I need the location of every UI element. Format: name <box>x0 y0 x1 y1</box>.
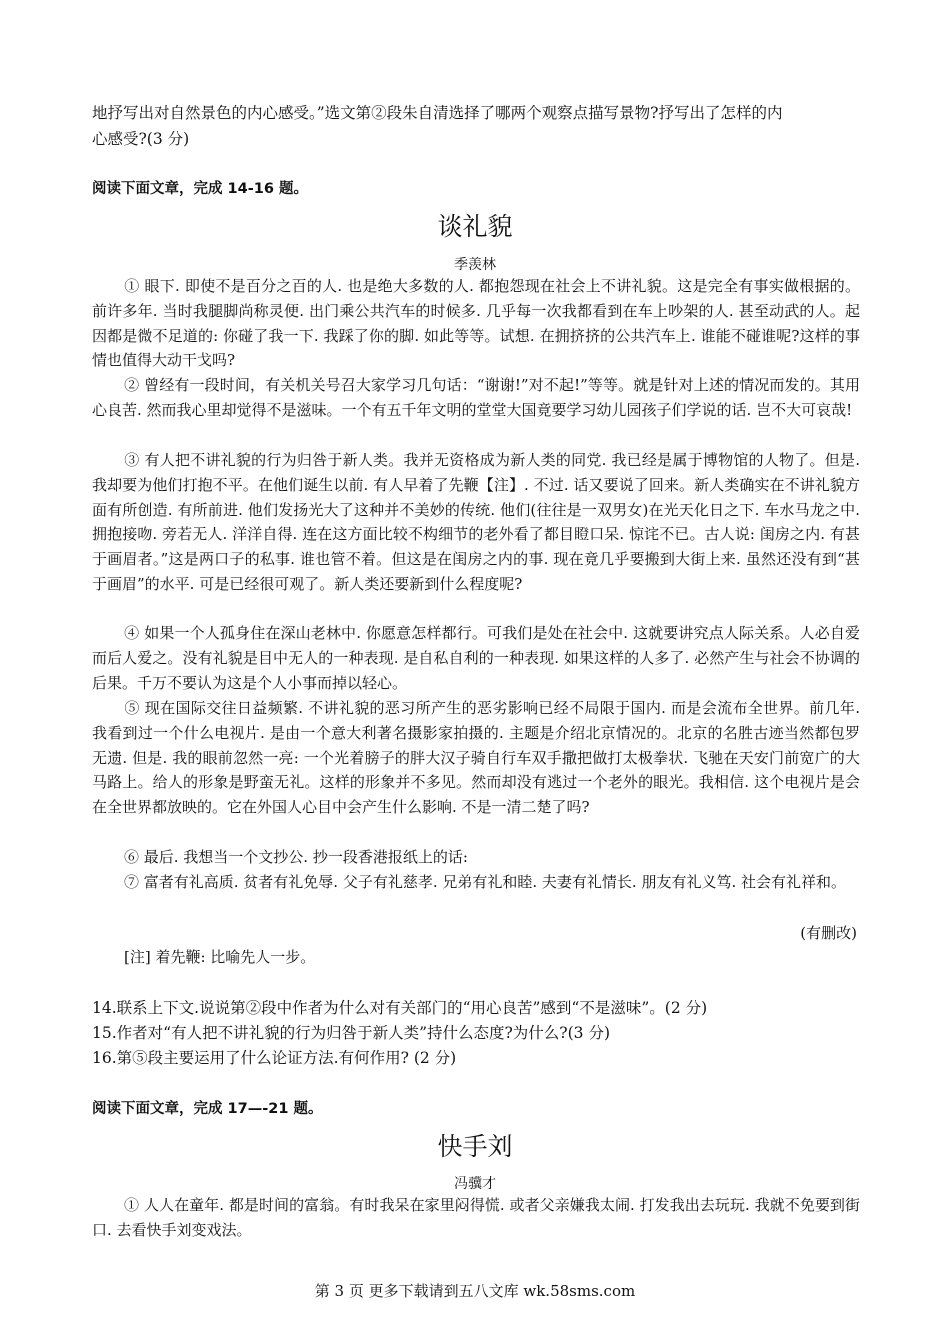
article-title: 谈礼貌 <box>437 212 513 241</box>
paragraph <box>92 448 860 597</box>
article-title: 快手刘 <box>437 1132 513 1161</box>
paragraph-text: ③ 有人把不讲礼貌的行为归咎于新人类。我并无资格成为新人类的同党. 我已经是属于博物馆的人物了。但是. 我却要为他们打抱不平。在他们诞生以前. 有人早着了先鞭【注】. 不过. 话又要说了回来。新人类确实在不讲礼貌方面有所创造. 有所前进. 他们发扬光大了这种并不美妙的传统. 他们(往往是一双男女)在光天化日之下. 车水马龙之中. 拥抱接吻. 旁若无人. 洋洋自得. 连在这方面比较不构细节的老外看了都目瞪口呆. 惊诧不已。古人说: 闺房之内. 有甚于画眉者。”这是两口子的私事. 谁也管不着。但这是在闺房之内的事. 现在竟几乎要搬到大街上来. 虽然还没有到“甚于画眉”的水平. 可是已经很可观了。新人类还要新到什么程度呢? <box>92 451 860 593</box>
page-footer: 第 3 页 更多下载请到五八文库 wk.58sms.com <box>314 1282 636 1300</box>
paragraph-text: ① 眼下. 即使不是百分之百的人. 也是绝大多数的人. 都抱怨现在社会上不讲礼貌。这是完全有事实做根据的。前许多年. 当时我腿脚尚称灵便. 出门乘公共汽车的时候多. 几乎每一次我都看到在车上吵架的人. 甚至动武的人。起因都是微不足道的: 你碰了我一下. 我踩了你的脚. 如此等等。试想. 在拥挤挤的公共汽车上. 谁能不碰谁呢?这样的事情也值得大动干戈吗? <box>92 277 860 370</box>
question-14: 14.联系上下文.说说第②段中作者为什么对有关部门的“用心良苦”感到“不是滋味”。(2 分) <box>92 999 708 1017</box>
intro-question-line-2: 心感受?(3 分) <box>92 130 190 148</box>
paragraph-text: ⑤ 现在国际交往日益频繁. 不讲礼貌的恶习所产生的恶劣影响已经不局限于国内. 而是会流布全世界。前几年. 我看到过一个什么电视片. 是由一个意大利著名摄影家拍摄的. 主题是介绍北京情况的。北京的名胜古迹当然都包罗无遗. 但是. 我的眼前忽然一亮: 一个光着膀子的胖大汉子骑自行车双手撒把做打太极拳状. 飞驰在天安门前宽广的大马路上。给人的形象是野蛮无礼。这样的形象并不多见。然而却没有逃过一个老外的眼光。我相信. 这个电视片是会在全世界都放映的。它在外国人心目中会产生什么影响. 不是一清二楚了吗? <box>92 699 860 817</box>
section-heading: 阅读下面文章，完成 17—-21 题。 <box>92 1101 323 1117</box>
source-note: (有删改) <box>800 924 857 942</box>
intro-question-line-1: 地抒写出对自然景色的内心感受。”选文第②段朱自清选择了哪两个观察点描写景物?抒写出了怎样的内 <box>92 104 783 122</box>
paragraph <box>92 1193 860 1243</box>
paragraph <box>92 274 860 373</box>
article-author: 季羡林 <box>454 257 496 273</box>
section-heading: 阅读下面文章，完成 14-16 题。 <box>92 181 308 197</box>
paragraph <box>92 373 860 423</box>
paragraph <box>92 845 860 870</box>
question-16: 16.第⑤段主要运用了什么论证方法.有何作用? (2 分) <box>92 1049 457 1067</box>
paragraph-text: ⑥ 最后. 我想当一个文抄公. 抄一段香港报纸上的话: <box>124 848 468 866</box>
paragraph-text: ① 人人在童年. 都是时间的富翁。有时我呆在家里闷得慌. 或者父亲嫌我太闹. 打发我出去玩玩. 我就不免要到街口. 去看快手刘变戏法。 <box>92 1196 860 1239</box>
paragraph-text: ④ 如果一个人孤身住在深山老林中. 你愿意怎样都行。可我们是处在社会中. 这就要讲究点人际关系。人必自爱而后人爱之。没有礼貌是目中无人的一种表现. 是自私自利的一种表现. 如果这样的人多了. 必然产生与社会不协调的后果。千万不要认为这是个人小事而掉以轻心。 <box>92 624 860 692</box>
paragraph-text: ② 曾经有一段时间，有关机关号召大家学习几句话：“谢谢!”对不起!”等等。就是针对上述的情况而发的。其用心良苦. 然而我心里却觉得不是滋味。一个有五千年文明的堂堂大国竟要学习幼儿园孩子们学说的话. 岂不大可哀哉! <box>92 376 860 419</box>
footnote: [注] 着先鞭: 比喻先人一步。 <box>124 948 316 966</box>
paragraph <box>92 870 860 895</box>
article-author: 冯骥才 <box>454 1176 496 1192</box>
paragraph <box>92 621 860 695</box>
question-15: 15.作者对“有人把不讲礼貌的行为归咎于新人类”持什么态度?为什么?(3 分) <box>92 1024 611 1042</box>
paragraph <box>92 696 860 820</box>
paragraph-text: ⑦ 富者有礼高质. 贫者有礼免辱. 父子有礼慈孝. 兄弟有礼和睦. 夫妻有礼情长. 朋友有礼义笃. 社会有礼祥和。 <box>124 873 846 891</box>
